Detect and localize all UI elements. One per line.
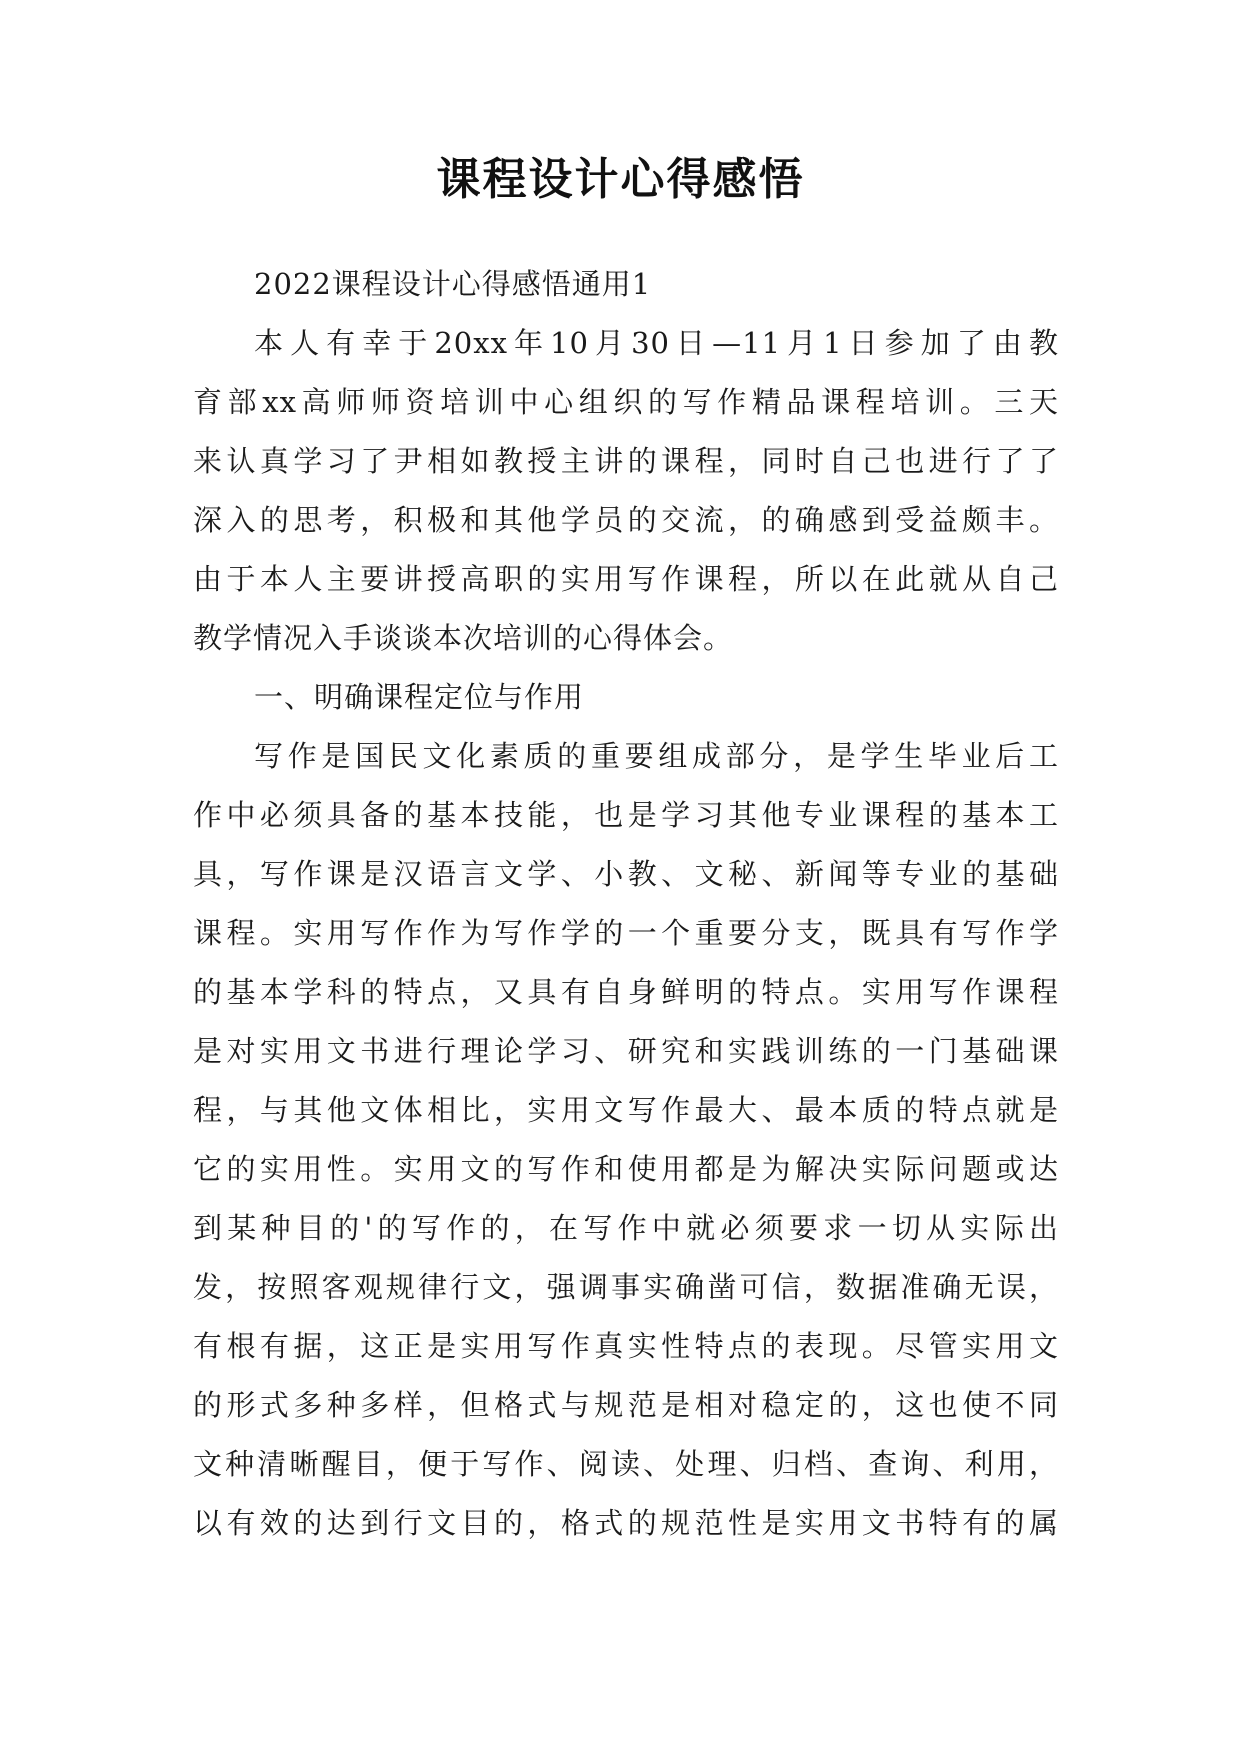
text-line: 教学情况入手谈谈本次培训的心得体会。 <box>193 621 734 655</box>
text-line: 的形式多种多样，但格式与规范是相对稳定的，这也使不同 <box>193 1388 1059 1422</box>
text-line: 到某种目的'的写作的，在写作中就必须要求一切从实际出 <box>193 1211 1059 1245</box>
text-line: 课程。实用写作作为写作学的一个重要分支，既具有写作学 <box>193 916 1059 950</box>
text-line: 本人有幸于20xx年10月30日—11月1日参加了由教 <box>254 326 1059 360</box>
text-line: 深入的思考，积极和其他学员的交流，的确感到受益颇丰。 <box>193 503 1059 537</box>
text-line: 具，写作课是汉语言文学、小教、文秘、新闻等专业的基础 <box>193 857 1059 891</box>
document-body <box>193 255 1059 1553</box>
text-line: 的基本学科的特点，又具有自身鲜明的特点。实用写作课程 <box>193 975 1059 1009</box>
text-line: 是对实用文书进行理论学习、研究和实践训练的一门基础课 <box>193 1034 1059 1068</box>
text-line: 它的实用性。实用文的写作和使用都是为解决实际问题或达 <box>193 1152 1059 1186</box>
text-line: 有根有据，这正是实用写作真实性特点的表现。尽管实用文 <box>193 1329 1059 1363</box>
text-line: 写作是国民文化素质的重要组成部分，是学生毕业后工 <box>254 739 1059 773</box>
section-heading: 一、明确课程定位与作用 <box>254 680 585 714</box>
text-line: 育部xx高师师资培训中心组织的写作精品课程培训。三天 <box>193 385 1059 419</box>
text-line: 以有效的达到行文目的，格式的规范性是实用文书特有的属 <box>193 1506 1059 1540</box>
text-line: 发，按照客观规律行文，强调事实确凿可信，数据准确无误， <box>193 1270 1059 1304</box>
text-line: 2022课程设计心得感悟通用1 <box>254 267 652 301</box>
text-line: 程，与其他文体相比，实用文写作最大、最本质的特点就是 <box>193 1093 1059 1127</box>
text-line: 由于本人主要讲授高职的实用写作课程，所以在此就从自己 <box>193 562 1059 596</box>
document-title: 课程设计心得感悟 <box>436 154 805 205</box>
text-line: 作中必须具备的基本技能，也是学习其他专业课程的基本工 <box>193 798 1059 832</box>
text-line: 文种清晰醒目，便于写作、阅读、处理、归档、查询、利用， <box>193 1447 1059 1481</box>
text-line: 来认真学习了尹相如教授主讲的课程，同时自己也进行了了 <box>193 444 1059 478</box>
